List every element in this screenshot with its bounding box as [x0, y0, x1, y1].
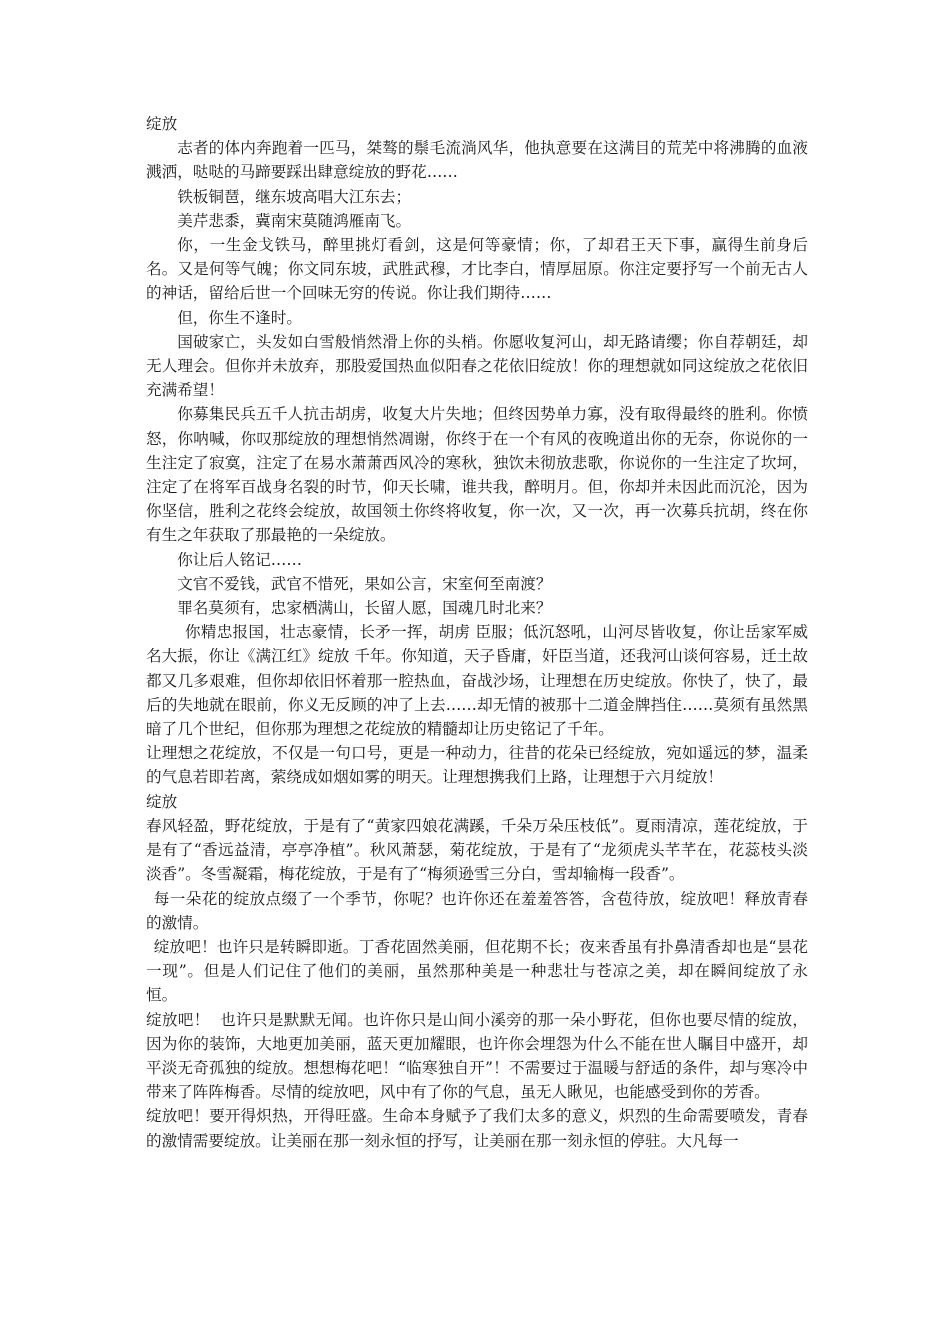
paragraph: 你让后人铭记…… — [177, 550, 302, 569]
paragraph: 让理想之花绽放，不仅是一句口号，更是一种动力，往昔的花朵已经绽放，宛如遥远的梦，温柔的气息若即若离，萦绕成如烟如雾的明天。让理想携我们上路，让理想于六月绽放！ — [146, 744, 808, 787]
paragraph: 你，一生金戈铁马，醉里挑灯看剑，这是何等豪情；你，了却君王天下事，赢得生前身后名。又是何等气魄；你文同东坡，武胜武穆，才比李白，情厚屈原。你注定要抒写一个前无古人的神话，留给后世一个回味无穷的传说。你让我们期待…… — [146, 236, 808, 303]
paragraph: 绽放吧！ 也许只是默默无闻。也许你只是山间小溪旁的那一朵小野花，但你也要尽情的绽放，因为你的装饰，大地更加美丽，蓝天更加耀眼，也许你会埋怨为什么不能在世人瞩目中盛开，却平淡无奇孤独的绽放。想想梅花吧！“临寒独自开”！不需要过于温暖与舒适的条件，却与寒冷中带来了阵阵梅香。尽情的绽放吧，风中有了你的气息，虽无人瞅见，也能感受到你的芳香。 — [146, 1010, 808, 1102]
document-page — [146, 112, 808, 1153]
section-title: 绽放 — [146, 792, 178, 811]
poem-line: 铁板铜琶，继东坡高唱大江东去； — [177, 187, 412, 206]
paragraph: 你精忠报国，壮志豪情，长矛一挥，胡虏 臣服；低沉怒吼，山河尽皆收复，你让岳家军威名大振，你让《满江红》绽放 千年。你知道，天子昏庸，奸臣当道，还我河山谈何容易，迁土故都又几多艰难，但你却依旧怀着那一腔热血，奋战沙场，让理想在历史绽放。你快了，快了，最后的失地就在眼前，你义无反顾的冲了上去……却无情的被那十二道金牌挡住……莫须有虽然黑暗了几个世纪，但你那为理想之花绽放的精髓却让历史铭记了千年。 — [146, 623, 808, 739]
paragraph: 你募集民兵五千人抗击胡虏，收复大片失地；但终因势单力寡，没有取得最终的胜利。你愤怒，你呐喊，你叹那绽放的理想悄然凋谢，你终于在一个有风的夜晚道出你的无奈，你说你的一生注定了寂寞，注定了在易水萧萧西风冷的寒秋，独饮未彻放悲歌，你说你的一生注定了坎坷，注定了在将军百战身名裂的时节，仰天长啸，谁共我，醉明月。但，你却并未因此而沉沦，因为你坚信，胜利之花终会绽放，故国领土你终将收复，你一次，又一次，再一次募兵抗胡，终在你有生之年获取了那最艳的一朵绽放。 — [146, 405, 808, 545]
paragraph: 但，你生不逢时。 — [177, 308, 302, 327]
poem-line: 美芹悲黍，冀南宋莫随鸿雁南飞。 — [177, 211, 412, 230]
paragraph: 国破家亡，头发如白雪般悄然滑上你的头梢。你愿收复河山，却无路请缨；你自荐朝廷，却无人理会。但你并未放弃，那股爱国热血似阳春之花依旧绽放！你的理想就如同这绽放之花依旧充满希望！ — [146, 332, 808, 400]
paragraph: 绽放吧！也许只是转瞬即逝。丁香花固然美丽，但花期不长；夜来香虽有扑鼻清香却也是“昙花一现”。但是人们记住了他们的美丽，虽然那种美是一种悲壮与苍凉之美，却在瞬间绽放了永恒。 — [146, 937, 808, 1005]
poem-line: 文官不爱钱，武官不惜死，果如公言，宋室何至南渡？ — [177, 574, 552, 593]
paragraph: 志者的体内奔跑着一匹马，桀骜的鬃毛流淌风华，他执意要在这满目的荒芜中将沸腾的血液溅洒，哒哒的马蹄要踩出肆意绽放的野花…… — [146, 139, 808, 182]
section-title: 绽放 — [146, 115, 178, 133]
paragraph: 每一朵花的绽放点缀了一个季节，你呢？也许你还在羞羞答答，含苞待放，绽放吧！释放青春的激情。 — [146, 889, 808, 932]
poem-line: 罪名莫须有，忠家栖满山，长留人愿，国魂几时北来？ — [177, 599, 552, 618]
paragraph: 春风轻盈，野花绽放，于是有了“黄家四娘花满蹊，千朵万朵压枝低”。夏雨清凉，莲花绽放，于是有了“香远益清，亭亭净植”。秋风萧瑟，菊花绽放，于是有了“龙须虎头芊芊在，花蕊枝头淡淡香”。冬雪凝霜，梅花绽放，于是有了“梅须逊雪三分白，雪却输梅一段香”。 — [146, 816, 808, 884]
paragraph: 绽放吧！要开得炽热，开得旺盛。生命本身赋予了我们太多的意义，炽烈的生命需要喷发，青春的激情需要绽放。让美丽在那一刻永恒的抒写，让美丽在那一刻永恒的停驻。大凡每一 — [146, 1107, 808, 1150]
